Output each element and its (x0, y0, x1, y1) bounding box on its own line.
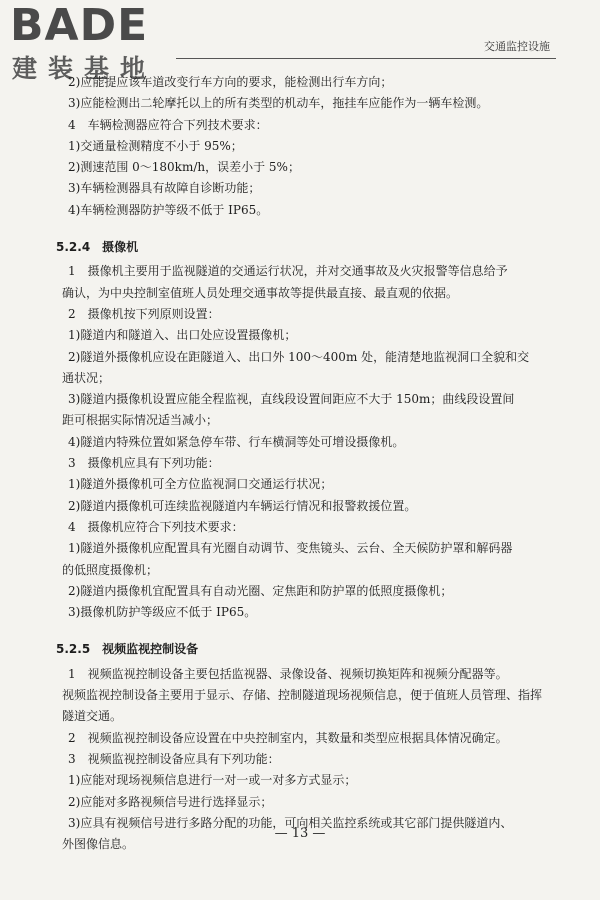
text-line: 1)隧道外摄像机可全方位监视洞口交通运行状况； (68, 477, 333, 492)
text-line: 2)测速范围 0～180km/h，误差小于 5%； (68, 160, 300, 175)
section-number: 5.2.5 (56, 642, 91, 657)
text-line: 1)隧道外摄像机应配置具有光圈自动调节、变焦镜头、云台、全天候防护罩和解码器 (68, 541, 513, 556)
text-line: 3 视频监视控制设备应具有下列功能： (68, 751, 280, 766)
section-heading-5-2-5 (56, 639, 562, 660)
text-line: 距可根据实际情况适当减小； (62, 413, 219, 428)
text-line: 隧道交通。 (62, 709, 123, 724)
page-body (56, 72, 562, 855)
text-line: 外图像信息。 (62, 837, 135, 852)
logo-brand: BADE (10, 0, 149, 51)
text-line: 3)应能检测出二轮摩托以上的所有类型的机动车，拖挂车应能作为一辆车检测。 (68, 96, 489, 111)
text-line: 1 视频监视控制设备主要包括监视器、录像设备、视频切换矩阵和视频分配器等。 (68, 666, 508, 681)
text-line: 2)隧道外摄像机应设在距隧道入、出口外 100～400m 处，能清楚地监视洞口全貌和交 (68, 349, 530, 364)
section-title: 视频监视控制设备 (102, 642, 199, 657)
text-line: 视频监视控制设备主要用于显示、存储、控制隧道现场视频信息，便于值班人员管理、指挥 (62, 688, 543, 703)
list-block-1 (62, 72, 562, 221)
text-line: 4 车辆检测器应符合下列技术要求： (68, 117, 268, 132)
running-header: 交通监控设施 (484, 40, 550, 53)
text-line: 确认，为中央控制室值班人员处理交通事故等提供最直接、最直观的依据。 (62, 285, 459, 300)
section-heading-5-2-4 (56, 237, 562, 258)
text-line: 2 摄像机按下列原则设置： (68, 306, 220, 321)
page-number: — 13 — (274, 826, 326, 841)
text-line: 1 摄像机主要用于监视隧道的交通运行状况，并对交通事故及火灾报警等信息给予 (68, 264, 508, 279)
text-line: 2)应能提应该车道改变行车方向的要求，能检测出行车方向； (68, 75, 393, 89)
text-line: 3)摄像机防护等级应不低于 IP65。 (68, 605, 257, 620)
text-line: 2 视频监视控制设备应设置在中央控制室内，其数量和类型应根据具体情况确定。 (68, 730, 508, 745)
text-line: 3)隧道内摄像机设置应能全程监视，直线段设置间距应不大于 150m；曲线段设置间 (68, 392, 515, 407)
section-number: 5.2.4 (56, 240, 91, 255)
text-line: 的低照度摄像机； (62, 562, 159, 577)
text-line: 2)隧道内摄像机宜配置具有自动光圈、定焦距和防护罩的低照度摄像机； (68, 583, 453, 598)
section-title: 摄像机 (102, 240, 139, 255)
text-line: 1)交通量检测精度不小于 95%； (68, 138, 243, 153)
logo-subtitle: 建装基地 (12, 54, 157, 83)
text-line: 2)应能对多路视频信号进行选择显示； (68, 794, 273, 809)
text-line: 1)应能对现场视频信息进行一对一或一对多方式显示； (68, 773, 357, 788)
text-line: 1)隧道内和隧道入、出口处应设置摄像机； (68, 328, 297, 343)
text-line: 4 摄像机应符合下列技术要求： (68, 519, 244, 534)
section-body-5-2-4 (62, 261, 562, 623)
text-line: 3)应具有视频信号进行多路分配的功能，可向相关监控系统或其它部门提供隧道内、 (68, 815, 513, 830)
text-line: 2)隧道内摄像机可连续监视隧道内车辆运行情况和报警救援位置。 (68, 498, 417, 513)
text-line: 3 摄像机应具有下列功能： (68, 456, 220, 471)
text-line: 4)车辆检测器防护等级不低于 IP65。 (68, 202, 269, 217)
text-line: 3)车辆检测器具有故障自诊断功能； (68, 181, 261, 196)
text-line: 4)隧道内特殊位置如紧急停车带、行车横洞等处可增设摄像机。 (68, 434, 405, 449)
text-line: 通状况； (62, 370, 111, 385)
header-divider (176, 58, 556, 59)
